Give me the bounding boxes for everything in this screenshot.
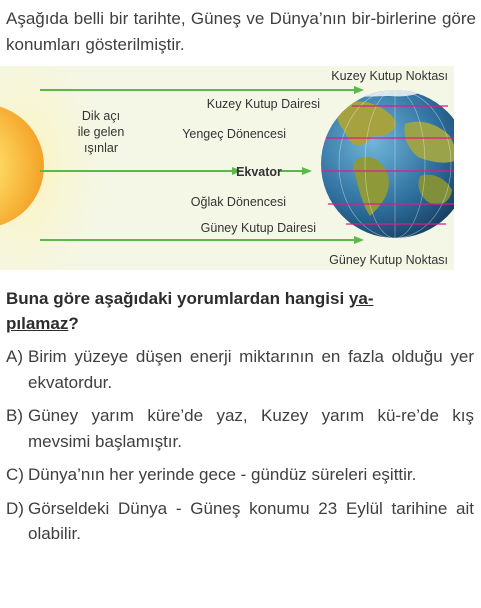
question-part: Buna göre aşağıdaki yorumlardan hangisi bbox=[6, 289, 349, 308]
label-guney-kutup-dairesi: Güney Kutup Dairesi bbox=[200, 221, 316, 235]
label-guney-kutup-noktasi: Güney Kutup Noktası bbox=[329, 253, 448, 267]
intro-text: Aşağıda belli bir tarihte, Güneş ve Dünya’nın bir-birlerine göre konumları gösterilmiştir. bbox=[6, 9, 476, 54]
question-end: ? bbox=[68, 314, 79, 333]
option-a[interactable] bbox=[6, 344, 474, 395]
sun-earth-figure bbox=[0, 66, 454, 270]
option-text: Görseldeki Dünya - Güneş konumu 23 Eylül tarihine ait olabilir. bbox=[28, 498, 474, 543]
option-letter: D) bbox=[6, 498, 24, 518]
option-text: Dünya’nın her yerinde gece - gündüz süreleri eşittir. bbox=[28, 465, 417, 484]
option-b[interactable] bbox=[6, 403, 474, 454]
label-ekvator: Ekvator bbox=[236, 165, 282, 179]
label-kuzey-kutup-dairesi: Kuzey Kutup Dairesi bbox=[206, 97, 320, 111]
answer-options bbox=[6, 344, 474, 555]
label-yengec-donencesi: Yengeç Dönencesi bbox=[182, 127, 286, 141]
option-text: Güney yarım küre’de yaz, Kuzey yarım kü-re’de kış mevsimi başlamıştır. bbox=[28, 406, 474, 451]
option-c[interactable] bbox=[6, 462, 474, 488]
label-dik-aci-2: ile gelen bbox=[77, 125, 125, 139]
label-dik-aci-3: ışınlar bbox=[83, 141, 119, 155]
option-d[interactable] bbox=[6, 496, 474, 547]
label-oglak-donencesi: Oğlak Dönencesi bbox=[190, 195, 286, 209]
option-letter: C) bbox=[6, 465, 24, 484]
option-letter: A) bbox=[6, 347, 23, 366]
question-text bbox=[6, 286, 472, 336]
question-underlined-2: pılamaz bbox=[6, 314, 69, 333]
option-text: Birim yüzeye düşen enerji miktarının en fazla olduğu yer ekvatordur. bbox=[28, 347, 474, 392]
label-kuzey-kutup-noktasi: Kuzey Kutup Noktası bbox=[331, 69, 448, 83]
label-dik-aci-1: Dik açı bbox=[81, 109, 121, 123]
question-underlined-1: ya- bbox=[348, 289, 374, 308]
option-letter: B) bbox=[6, 406, 23, 425]
